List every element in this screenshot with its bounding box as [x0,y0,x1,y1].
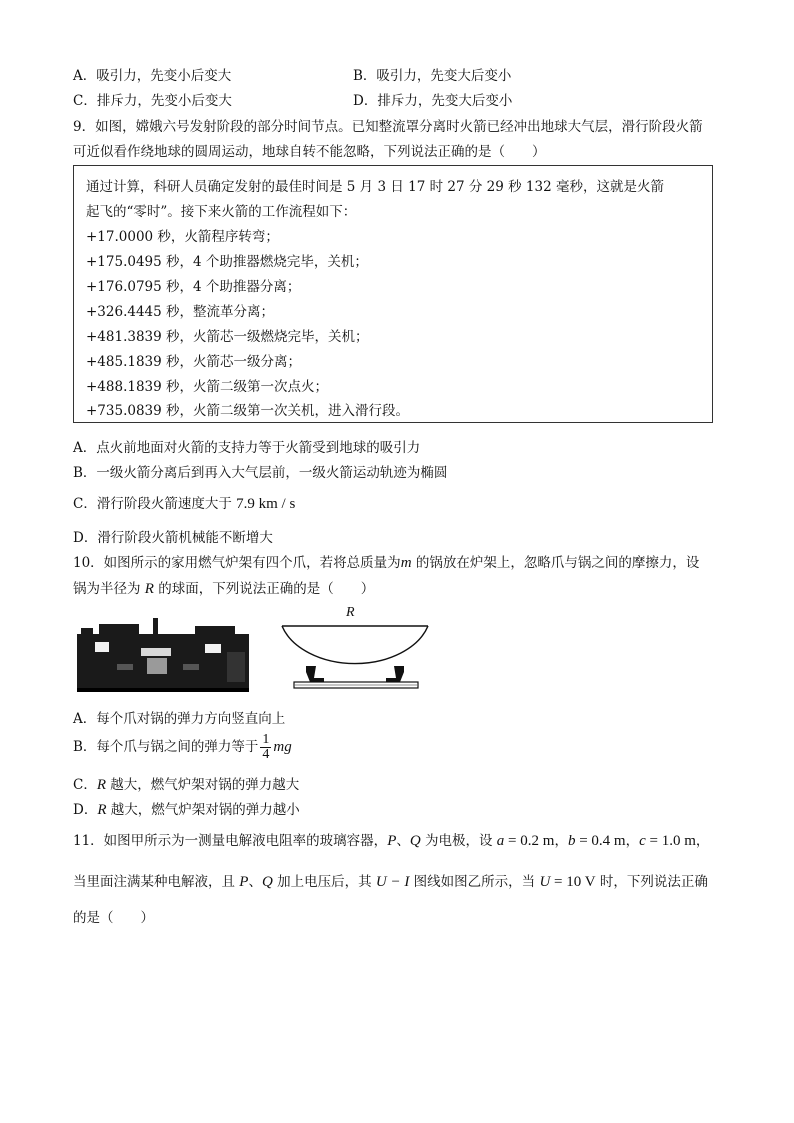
q11-sep: 、 [396,833,410,849]
box-line-10: +735.0839 秒，火箭二级第一次关机，进入滑行段。 [86,403,410,419]
q11-var-a: a [496,833,505,849]
q11-val-c: = 1.0 m [645,833,696,849]
pot-on-stand-figure [280,606,430,692]
q11-stem-line2 [73,870,708,891]
q11-val-b: = 0.4 m [575,833,626,849]
q10-var-R: R [144,581,154,597]
q10-option-b [73,733,292,762]
q10-option-c-text: 越大，燃气炉架对锅的弹力越大 [106,777,300,793]
q9-option-d: D．滑行阶段火箭机械能不断增大 [73,530,273,546]
box-line-9: +488.1839 秒，火箭二级第一次点火； [86,379,329,395]
q11-val-U: = 10 V [550,874,596,890]
q11-val-a: = 0.2 m [504,833,555,849]
q10-stem-text: 10．如图所示的家用燃气炉架有四个爪，若将总质量为 [73,555,401,571]
q10-option-d-text: 越大，燃气炉架对锅的弹力越小 [106,802,300,818]
q10-option-d-label: D． [73,802,98,818]
q11-text-2: 为电极，设 [420,833,497,849]
q10-option-d [73,798,300,819]
box-line-2: 起飞的“零时”。接下来火箭的工作流程如下： [86,204,357,220]
q8-option-a: A．吸引力，先变小后变大 [73,68,232,84]
q10-option-c-label: C． [73,777,97,793]
q9-option-a: A．点火前地面对火箭的支持力等于火箭受到地球的吸引力 [73,440,421,456]
box-line-4: +175.0495 秒，4 个助推器燃烧完毕，关机； [86,254,368,270]
q10-stem-line1 [73,551,699,572]
q11-text-1: 11．如图甲所示为一测量电解液电阻率的玻璃容器， [73,833,388,849]
q9-info-box [73,165,713,423]
box-line-3: +17.0000 秒，火箭程序转弯； [86,229,279,245]
q11-var-Q: Q [409,833,421,849]
fraction-denominator: 4 [262,747,270,762]
q9-stem-line1: 9．如图，嫦娥六号发射阶段的部分时间节点。已知整流罩分离时火箭已经冲出地球大气层，滑行阶段火箭 [73,119,703,135]
box-line-6: +326.4445 秒，整流革分离； [86,304,275,320]
q11-comma-3: ， [695,833,710,849]
q10-mg: mg [273,739,292,755]
q9-option-c-text: C．滑行阶段火箭速度大于 [73,496,237,512]
q11-text-4: 加上电压后，其 [272,874,376,890]
q10-option-b-text: B．每个爪与锅之间的弹力等于 [73,739,259,755]
gas-stove-figure [77,618,249,692]
q10-stem-line2 [73,577,374,598]
box-line-8: +485.1839 秒，火箭芯一级分离； [86,354,302,370]
q11-var-P-2: P [239,874,249,890]
fraction-numerator: 1 [262,732,270,747]
q11-sep-2: 、 [248,874,262,890]
box-line-5: +176.0795 秒，4 个助推器分离； [86,279,301,295]
q9-stem-line2: 可近似看作绕地球的圆周运动，地球自转不能忽略，下列说法正确的是（ ） [73,144,546,160]
q10-option-a: A．每个爪对锅的弹力方向竖直向上 [73,711,286,727]
q9-option-b: B．一级火箭分离后到再入大气层前，一级火箭运动轨迹为椭圆 [73,465,448,481]
q10-stem2-text: 锅为半径为 [73,581,145,597]
q10-var-m: m [400,555,412,571]
q10-stem-text-2: 的锅放在炉架上，忽略爪与锅之间的摩擦力，设 [411,555,700,571]
q9-option-c-value: 7.9 km / s [236,496,296,512]
q11-stem-line3: 的是（ ） [73,910,154,926]
q11-comma-2: ， [625,833,640,849]
q11-var-P: P [387,833,397,849]
q11-var-Q-2: Q [261,874,273,890]
q11-UI: U − I [375,874,410,890]
box-line-7: +481.3839 秒，火箭芯一级燃烧完毕，关机； [86,329,369,345]
q11-comma-1: ， [554,833,568,849]
q11-text-5: 图线如图乙所示，当 [409,874,540,890]
q9-option-c [73,492,295,513]
q8-option-d: D．排斥力，先变大后变小 [353,93,513,109]
q8-option-b: B．吸引力，先变大后变小 [353,68,512,84]
q8-option-c: C．排斥力，先变小后变大 [73,93,232,109]
q10-option-c [73,773,299,794]
q11-text-6: 时，下列说法正确 [595,874,708,890]
q11-var-c: c [639,833,646,849]
q11-var-U: U [539,874,551,890]
q11-text-3: 当里面注满某种电解液，且 [73,874,240,890]
q10-stem2-text-2: 的球面，下列说法正确的是（ ） [153,581,375,597]
q10-option-d-R: R [97,802,107,818]
box-line-1: 通过计算，科研人员确定发射的最佳时间是 5 月 3 日 17 时 27 分 29 秒 132 毫秒，这就是火箭 [86,179,664,195]
q11-var-b: b [567,833,576,849]
q11-stem-line1 [73,829,709,850]
fraction-one-quarter [260,733,271,762]
figure-label-R: R [346,605,355,620]
q10-option-c-R: R [96,777,107,793]
